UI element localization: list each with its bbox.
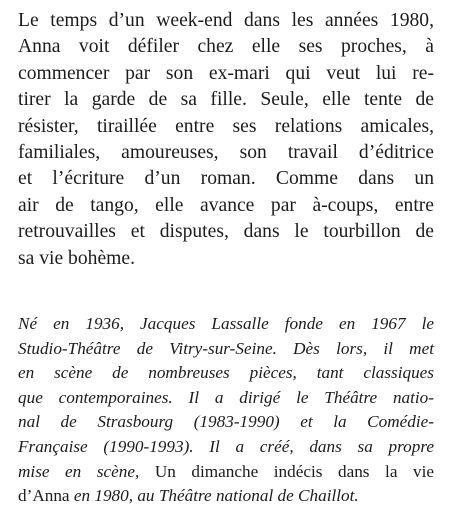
bio-line — [18, 484, 434, 509]
page — [18, 8, 434, 509]
synopsis-line: tirer la garde de sa fille. Seule, elle tente de — [18, 89, 434, 111]
synopsis-paragraph — [18, 8, 434, 272]
synopsis-line: familiales, amoureuses, son travail d’éditrice — [18, 142, 434, 164]
author-bio-paragraph — [18, 312, 434, 509]
bio-line: Studio-Théâtre de Vitry-sur-Seine. Dès lors, il met — [18, 338, 434, 358]
synopsis-line: commencer par son ex-mari qui veut lui re- — [18, 62, 434, 84]
synopsis-line: Anna voit défiler chez elle ses proches, à — [18, 36, 434, 58]
bio-italic-segment: en 1980, au Théâtre national de Chaillot. — [69, 486, 359, 506]
synopsis-line: air de tango, elle avance par à-coups, entre — [18, 194, 434, 216]
bio-line: Né en 1936, Jacques Lassalle fonde en 1967 le — [18, 314, 434, 334]
play-title-segment: Un dimanche indécis dans la vie — [139, 461, 434, 481]
bio-line: que contemporaines. Il a dirigé le Théâtre natio- — [18, 387, 434, 407]
bio-italic-segment: mise en scène, — [18, 461, 140, 481]
synopsis-line: résister, tiraillée entre ses relations amicales, — [18, 115, 434, 137]
synopsis-line: Le temps d’un week-end dans les années 1980, — [18, 10, 434, 31]
synopsis-line: retrouvailles et disputes, dans le tourbillon de — [18, 221, 434, 243]
bio-line — [18, 460, 434, 485]
synopsis-line: sa vie bohème. — [18, 247, 135, 269]
bio-line: Française (1990-1993). Il a créé, dans sa propre — [18, 437, 434, 457]
synopsis-line: et l’écriture d’un roman. Comme dans un — [18, 168, 434, 190]
bio-line: en scène de nombreuses pièces, tant classiques — [18, 363, 434, 383]
play-title-segment: d’Anna — [18, 486, 70, 506]
bio-line: nal de Strasbourg (1983-1990) et la Comédie- — [18, 412, 434, 432]
